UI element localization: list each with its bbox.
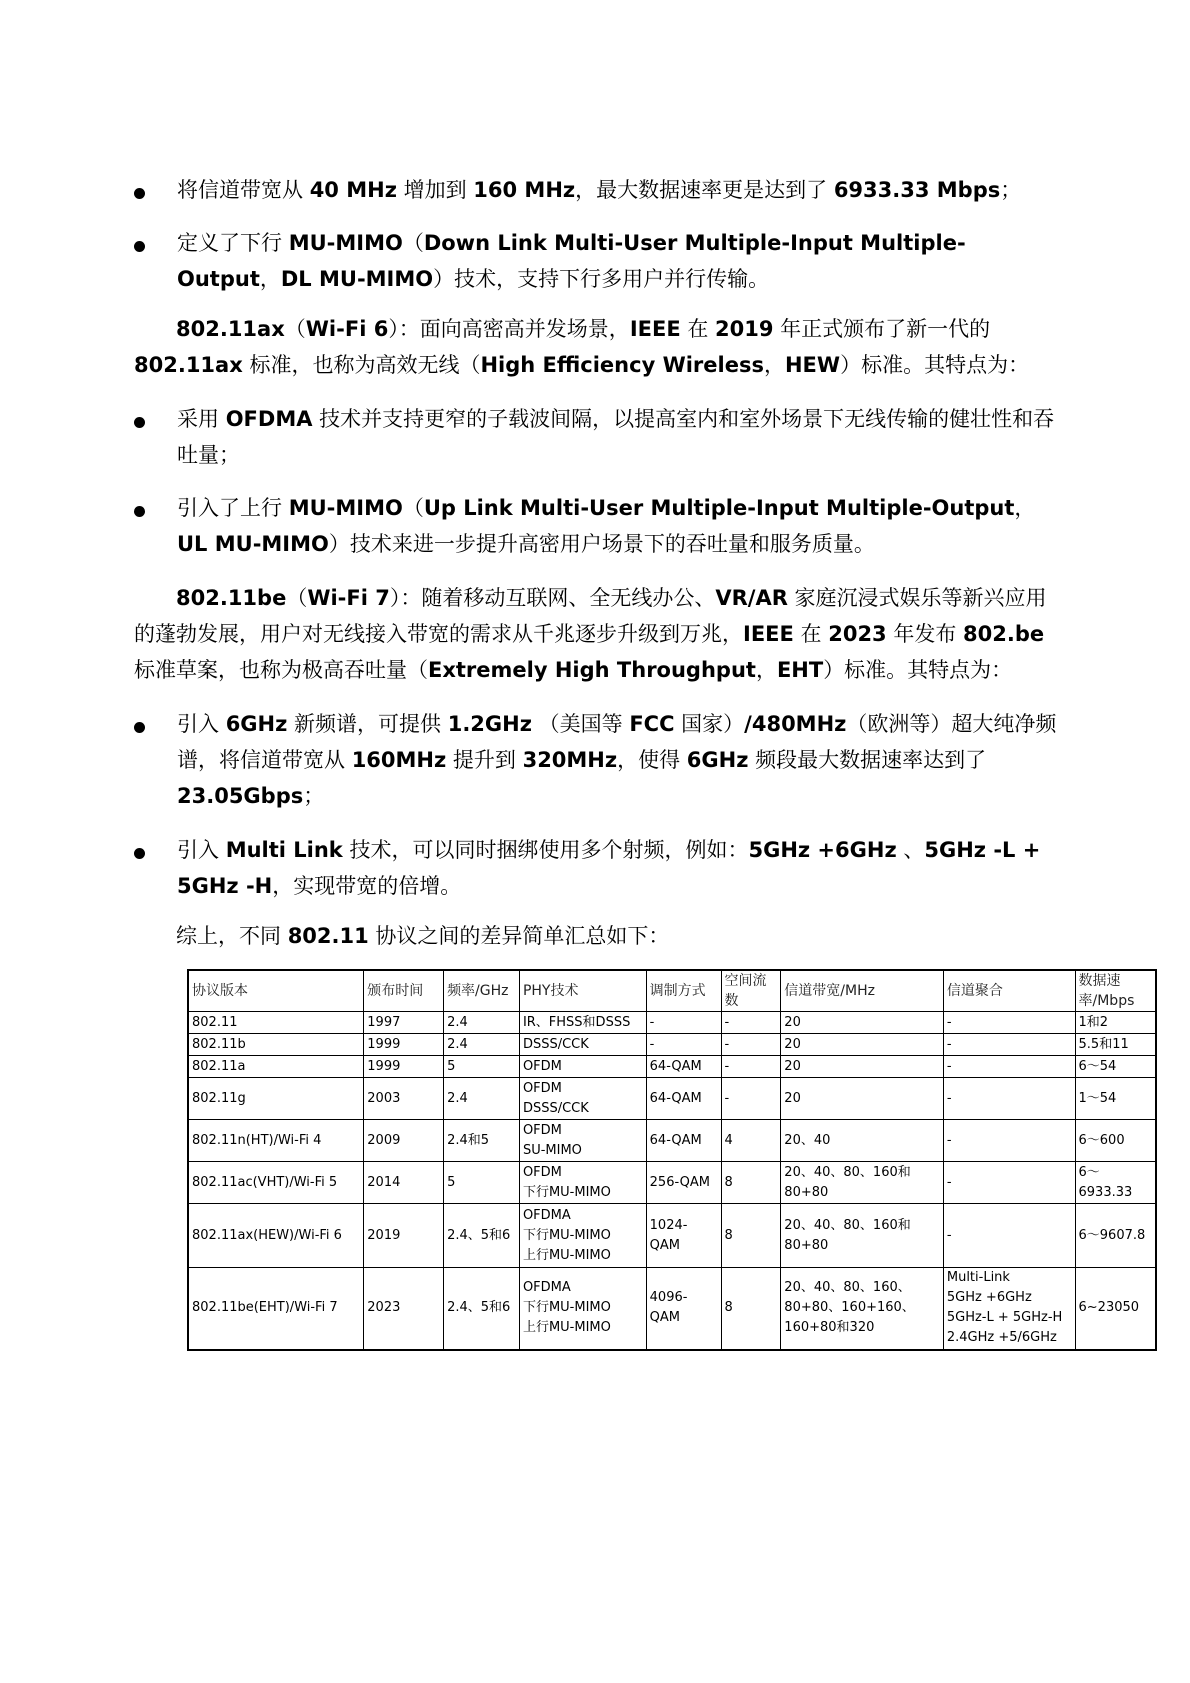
cell-line: SU-MIMO <box>522 1142 582 1158</box>
cell-line: 5 <box>447 1174 456 1190</box>
table-row <box>188 1034 1156 1056</box>
bold-run: 6933.33 Mbps <box>833 178 1001 202</box>
cell-aggregation <box>943 1268 1075 1350</box>
bold-run: 6GHz <box>225 712 288 736</box>
cell-modulation <box>646 1120 721 1162</box>
cell-line: 2.4 <box>447 1090 468 1106</box>
cell-aggregation <box>943 1034 1075 1056</box>
cell-line: 20 <box>784 1058 801 1074</box>
cell-frequency <box>444 1204 520 1268</box>
bold-run: Multi Link <box>225 838 343 862</box>
cell-line: 64-QAM <box>649 1058 702 1074</box>
header-cell-rate: 数据速率/Mbps <box>1075 970 1156 1012</box>
bullet-item-ul-mu-mimo <box>134 490 1064 562</box>
bold-run: 23.05Gbps <box>177 784 304 808</box>
bold-run: 1.2GHz <box>447 712 532 736</box>
bullet-item-6ghz <box>134 706 1064 814</box>
cell-frequency <box>444 1162 520 1204</box>
cell-rate <box>1075 1162 1156 1204</box>
cell-bandwidth <box>781 1056 944 1078</box>
header-cell-year: 颁布时间 <box>364 970 444 1012</box>
cell-streams <box>721 1012 781 1034</box>
text-run: ，实现带宽的倍增。 <box>272 874 462 898</box>
cell-line: 802.11a <box>192 1058 246 1074</box>
cell-line: 5GHz +6GHz <box>946 1290 1032 1306</box>
cell-phy <box>519 1012 646 1034</box>
text-run: （ <box>284 317 306 341</box>
cell-line: 20、40、80、160、 <box>784 1280 911 1296</box>
text-run: （ <box>286 586 308 610</box>
cell-rate <box>1075 1034 1156 1056</box>
cell-bandwidth <box>781 1162 944 1204</box>
cell-line: 1999 <box>367 1058 401 1074</box>
cell-line: 1024-QAM <box>649 1217 688 1253</box>
cell-line: 80+80、160+160、 <box>784 1300 915 1316</box>
bold-run: 5GHz +6GHz <box>748 838 897 862</box>
bullet-icon <box>134 722 145 733</box>
cell-line: 2009 <box>367 1132 401 1148</box>
cell-frequency <box>444 1056 520 1078</box>
cell-frequency <box>444 1268 520 1350</box>
text-run: 标准，也称为高效无线（ <box>242 353 481 377</box>
cell-phy <box>519 1162 646 1204</box>
cell-line: 1999 <box>367 1036 401 1052</box>
bold-run: HEW <box>784 353 841 377</box>
cell-bandwidth <box>781 1120 944 1162</box>
cell-line: 2023 <box>367 1300 401 1316</box>
cell-line: 6933.33 <box>1078 1184 1133 1200</box>
cell-line: 1997 <box>367 1014 401 1030</box>
text-run: ； <box>1000 178 1022 202</box>
cell-line: OFDMA <box>522 1207 571 1223</box>
cell-line: - <box>946 1058 952 1074</box>
cell-aggregation <box>943 1204 1075 1268</box>
text-run: 标准草案，也称为极高吞吐量（ <box>134 658 428 682</box>
text-run: 综上，不同 <box>176 924 288 948</box>
cell-line: DSSS/CCK <box>522 1036 589 1052</box>
text-run: 定义了下行 <box>177 231 289 255</box>
cell-line: 2003 <box>367 1090 401 1106</box>
cell-modulation <box>646 1162 721 1204</box>
text-run: 年发布 <box>886 622 964 646</box>
cell-line: 160+80和320 <box>784 1320 875 1336</box>
cell-line: 802.11ax(HEW)/Wi-Fi 6 <box>192 1227 342 1243</box>
cell-line: 6~23050 <box>1078 1300 1140 1316</box>
text-run: 采用 <box>177 407 226 431</box>
bold-run: 802.11be <box>176 586 287 610</box>
cell-line: 1和2 <box>1078 1014 1109 1030</box>
header-cell-bandwidth: 信道带宽/MHz <box>781 970 944 1012</box>
bullet-icon <box>134 506 145 517</box>
cell-phy <box>519 1034 646 1056</box>
cell-line: 2.4 <box>447 1036 468 1052</box>
text-run: 增加到 <box>396 178 474 202</box>
table-row <box>188 1204 1156 1268</box>
text-run: 协议之间的差异简单汇总如下： <box>368 924 670 948</box>
header-cell-modulation: 调制方式 <box>646 970 721 1012</box>
bold-run: Wi-Fi 7 <box>307 586 390 610</box>
cell-line: 8 <box>724 1174 733 1190</box>
text-run: 将信道带宽从 <box>177 178 310 202</box>
cell-frequency <box>444 1034 520 1056</box>
cell-line: 64-QAM <box>649 1090 702 1106</box>
cell-modulation <box>646 1056 721 1078</box>
bold-run: High Efficiency Wireless <box>480 353 764 377</box>
bold-run: MU-MIMO <box>288 496 403 520</box>
cell-line: OFDMA <box>522 1280 571 1296</box>
cell-rate <box>1075 1056 1156 1078</box>
bold-run: 802.11ax <box>176 317 285 341</box>
text-run: ， <box>755 658 777 682</box>
bold-run: Up Link Multi-User Multiple-Input Multiple-Output <box>423 496 1015 520</box>
cell-line: 256-QAM <box>649 1174 710 1190</box>
text-run: （ <box>402 231 424 255</box>
cell-version <box>188 1056 364 1078</box>
cell-rate <box>1075 1012 1156 1034</box>
cell-line: 下行MU-MIMO <box>522 1300 611 1316</box>
bold-run: 2019 <box>715 317 774 341</box>
cell-year <box>364 1268 444 1350</box>
text-run: ，使得 <box>617 748 687 772</box>
text-run: 国家） <box>674 712 745 736</box>
cell-line: 2.4 <box>447 1014 468 1030</box>
cell-line: 802.11g <box>192 1090 246 1106</box>
cell-aggregation <box>943 1012 1075 1034</box>
bold-run: OFDMA <box>225 407 313 431</box>
cell-line: 8 <box>724 1227 733 1243</box>
bullet-item-ofdma <box>134 401 1064 473</box>
paragraph-80211ax <box>134 311 1064 383</box>
cell-line: - <box>946 1036 952 1052</box>
cell-line: - <box>649 1036 655 1052</box>
cell-line: 20、40、80、160和 <box>784 1164 911 1180</box>
cell-line: 2.4、5和6 <box>447 1300 511 1316</box>
bullet-text <box>177 490 1064 562</box>
cell-line: 上行MU-MIMO <box>522 1320 611 1336</box>
bullet-icon <box>134 848 145 859</box>
cell-line: 20 <box>784 1014 801 1030</box>
cell-bandwidth <box>781 1034 944 1056</box>
cell-phy <box>519 1078 646 1120</box>
cell-streams <box>721 1162 781 1204</box>
table-body <box>188 1012 1156 1350</box>
bold-run: 802.be <box>963 622 1045 646</box>
text-run: ， <box>259 267 281 291</box>
bold-run: 160MHz <box>351 748 447 772</box>
cell-version <box>188 1120 364 1162</box>
cell-modulation <box>646 1268 721 1350</box>
paragraph-80211be <box>134 580 1064 688</box>
text-run: 家庭沉浸式娱乐等新兴应用的蓬勃发展，用户对无线接入带宽的需求从千兆逐步升级到万兆， <box>134 586 1047 646</box>
text-run: 、 <box>896 838 925 862</box>
cell-line: 1～54 <box>1078 1090 1117 1106</box>
cell-line: OFDM <box>522 1058 562 1074</box>
text-run: 引入了上行 <box>177 496 289 520</box>
bold-run: EHT <box>776 658 824 682</box>
cell-line: 80+80 <box>784 1184 829 1200</box>
text-run: 在 <box>680 317 716 341</box>
cell-frequency <box>444 1120 520 1162</box>
table-row <box>188 1078 1156 1120</box>
cell-version <box>188 1204 364 1268</box>
cell-year <box>364 1120 444 1162</box>
bold-run: 802.11 <box>287 924 369 948</box>
cell-line: 下行MU-MIMO <box>522 1184 611 1200</box>
table-row <box>188 1012 1156 1034</box>
cell-line: 20、40 <box>784 1132 831 1148</box>
cell-line: 2019 <box>367 1227 401 1243</box>
cell-line: 4 <box>724 1132 733 1148</box>
cell-bandwidth <box>781 1204 944 1268</box>
cell-streams <box>721 1120 781 1162</box>
cell-line: - <box>946 1227 952 1243</box>
cell-phy <box>519 1056 646 1078</box>
cell-line: 6～54 <box>1078 1058 1117 1074</box>
cell-frequency <box>444 1012 520 1034</box>
bold-run: MU-MIMO <box>288 231 403 255</box>
cell-modulation <box>646 1204 721 1268</box>
text-run: （欧洲等）超大纯净频谱，将信道带宽从 <box>177 712 1057 772</box>
cell-year <box>364 1034 444 1056</box>
cell-line: - <box>724 1058 730 1074</box>
cell-line: 6～9607.8 <box>1078 1227 1146 1243</box>
cell-line: 下行MU-MIMO <box>522 1227 611 1243</box>
header-cell-streams: 空间流数 <box>721 970 781 1012</box>
cell-aggregation <box>943 1078 1075 1120</box>
bold-run: 160 MHz <box>473 178 576 202</box>
cell-year <box>364 1162 444 1204</box>
summary-intro <box>176 918 669 954</box>
cell-line: Multi-Link <box>946 1270 1010 1286</box>
text-run: 年正式颁布了新一代的 <box>773 317 991 341</box>
cell-line: 20 <box>784 1090 801 1106</box>
cell-modulation <box>646 1078 721 1120</box>
bold-run: 320MHz <box>522 748 618 772</box>
bold-run: 6GHz <box>686 748 749 772</box>
cell-line: 64-QAM <box>649 1132 702 1148</box>
cell-line: 5.5和11 <box>1078 1036 1129 1052</box>
header-cell-frequency: 频率/GHz <box>444 970 520 1012</box>
cell-line: OFDM <box>522 1080 562 1096</box>
cell-line: OFDM <box>522 1122 562 1138</box>
bold-run: VR/AR <box>715 586 788 610</box>
text-run: 新频谱，可提供 <box>287 712 448 736</box>
header-cell-aggregation: 信道聚合 <box>943 970 1075 1012</box>
text-run: 技术并支持更窄的子载波间隔，以提高室内和室外场景下无线传输的健壮性和吞吐量； <box>177 407 1055 467</box>
bullet-text <box>177 225 1064 297</box>
cell-line: DSSS/CCK <box>522 1100 589 1116</box>
bold-run: Extremely High Throughput <box>428 658 756 682</box>
cell-streams <box>721 1078 781 1120</box>
cell-rate <box>1075 1120 1156 1162</box>
cell-line: 80+80 <box>784 1237 829 1253</box>
cell-line: - <box>946 1014 952 1030</box>
table-row <box>188 1268 1156 1350</box>
cell-line: 2.4、5和6 <box>447 1227 511 1243</box>
cell-version <box>188 1268 364 1350</box>
cell-aggregation <box>943 1056 1075 1078</box>
cell-line: - <box>649 1014 655 1030</box>
cell-aggregation <box>943 1162 1075 1204</box>
cell-line: 802.11 <box>192 1014 238 1030</box>
bold-run: IEEE <box>743 622 794 646</box>
text-run: 在 <box>793 622 829 646</box>
table-header-row <box>188 970 1156 1012</box>
bold-run: 802.11ax <box>134 353 243 377</box>
cell-rate <box>1075 1204 1156 1268</box>
bullet-icon <box>134 417 145 428</box>
cell-phy <box>519 1204 646 1268</box>
bullet-item-bandwidth-160 <box>134 172 1064 208</box>
cell-line: 8 <box>724 1300 733 1316</box>
bullet-text <box>177 172 1064 208</box>
cell-line: 4096-QAM <box>649 1290 688 1326</box>
text-run: ， <box>763 353 785 377</box>
bold-run: /480MHz <box>744 712 847 736</box>
bold-run: IEEE <box>629 317 681 341</box>
cell-year <box>364 1012 444 1034</box>
cell-line: 802.11n(HT)/Wi-Fi 4 <box>192 1132 322 1148</box>
cell-line: 上行MU-MIMO <box>522 1247 611 1263</box>
header-cell-phy: PHY技术 <box>519 970 646 1012</box>
cell-line: IR、FHSS和DSSS <box>522 1014 631 1030</box>
cell-aggregation <box>943 1120 1075 1162</box>
bullet-text <box>177 401 1064 473</box>
bold-run: 2023 <box>828 622 887 646</box>
cell-bandwidth <box>781 1268 944 1350</box>
text-run: （美国等 <box>531 712 630 736</box>
text-run: ，最大数据速率更是达到了 <box>575 178 834 202</box>
cell-version <box>188 1034 364 1056</box>
cell-line: 5 <box>447 1058 456 1074</box>
cell-line: - <box>724 1014 730 1030</box>
bold-run: DL MU-MIMO <box>280 267 434 291</box>
cell-line: - <box>946 1090 952 1106</box>
cell-line: 20 <box>784 1036 801 1052</box>
cell-bandwidth <box>781 1078 944 1120</box>
text-run: 技术，可以同时捆绑使用多个射频，例如： <box>342 838 749 862</box>
bullet-text <box>177 832 1064 904</box>
cell-phy <box>519 1268 646 1350</box>
cell-line: 2.4GHz +5/6GHz <box>946 1330 1057 1346</box>
text-run: ）标准。其特点为： <box>823 658 1013 682</box>
cell-year <box>364 1204 444 1268</box>
text-run: 提升到 <box>446 748 523 772</box>
cell-streams <box>721 1056 781 1078</box>
cell-line: - <box>946 1132 952 1148</box>
cell-modulation <box>646 1012 721 1034</box>
cell-version <box>188 1012 364 1034</box>
text-run: ； <box>303 784 325 808</box>
cell-line: 802.11ac(VHT)/Wi-Fi 5 <box>192 1174 338 1190</box>
protocol-comparison-table <box>187 969 1157 1351</box>
bold-run: UL MU-MIMO <box>177 532 329 556</box>
bullet-icon <box>134 188 145 199</box>
cell-line: - <box>724 1036 730 1052</box>
cell-line: 2.4和5 <box>447 1132 490 1148</box>
bold-run: 40 MHz <box>309 178 397 202</box>
cell-line: - <box>946 1174 952 1190</box>
cell-line: 2014 <box>367 1174 401 1190</box>
bold-run: Wi-Fi 6 <box>305 317 389 341</box>
text-run: ）：面向高密高并发场景， <box>388 317 630 341</box>
cell-version <box>188 1078 364 1120</box>
cell-line: 6～600 <box>1078 1132 1125 1148</box>
cell-year <box>364 1078 444 1120</box>
cell-line: - <box>724 1090 730 1106</box>
bold-run: 5GHz -L + 5GHz -H <box>177 838 1041 898</box>
bold-run: Down Link Multi-User Multiple-Input Multiple-Output <box>177 231 966 291</box>
cell-phy <box>519 1120 646 1162</box>
header-cell-version: 协议版本 <box>188 970 364 1012</box>
cell-streams <box>721 1034 781 1056</box>
cell-line: 20、40、80、160和 <box>784 1217 911 1233</box>
bold-run: FCC <box>629 712 675 736</box>
cell-version <box>188 1162 364 1204</box>
bullet-text <box>177 706 1064 814</box>
text-run: 引入 <box>177 838 226 862</box>
cell-modulation <box>646 1034 721 1056</box>
table-row <box>188 1162 1156 1204</box>
table-row <box>188 1120 1156 1162</box>
text-run: 频段最大数据速率达到了 <box>748 748 987 772</box>
cell-year <box>364 1056 444 1078</box>
cell-line: 802.11be(EHT)/Wi-Fi 7 <box>192 1300 338 1316</box>
cell-rate <box>1075 1078 1156 1120</box>
bullet-icon <box>134 241 145 252</box>
cell-bandwidth <box>781 1012 944 1034</box>
text-run: ）：随着移动互联网、全无线办公、 <box>389 586 716 610</box>
cell-streams <box>721 1268 781 1350</box>
cell-streams <box>721 1204 781 1268</box>
bullet-item-dl-mu-mimo <box>134 225 1064 297</box>
table-row <box>188 1056 1156 1078</box>
bullet-item-multi-link <box>134 832 1064 904</box>
cell-frequency <box>444 1078 520 1120</box>
cell-line: 802.11b <box>192 1036 246 1052</box>
text-run: （ <box>402 496 424 520</box>
cell-line: 5GHz-L + 5GHz-H <box>946 1310 1063 1326</box>
text-run: ， <box>1014 496 1036 520</box>
text-run: 引入 <box>177 712 226 736</box>
text-run: ）技术，支持下行多用户并行传输。 <box>433 267 770 291</box>
text-run: ）技术来进一步提升高密用户场景下的吞吐量和服务质量。 <box>328 532 875 556</box>
cell-line: 6～ <box>1078 1164 1100 1180</box>
cell-rate <box>1075 1268 1156 1350</box>
text-run: ）标准。其特点为： <box>840 353 1030 377</box>
cell-line: OFDM <box>522 1164 562 1180</box>
